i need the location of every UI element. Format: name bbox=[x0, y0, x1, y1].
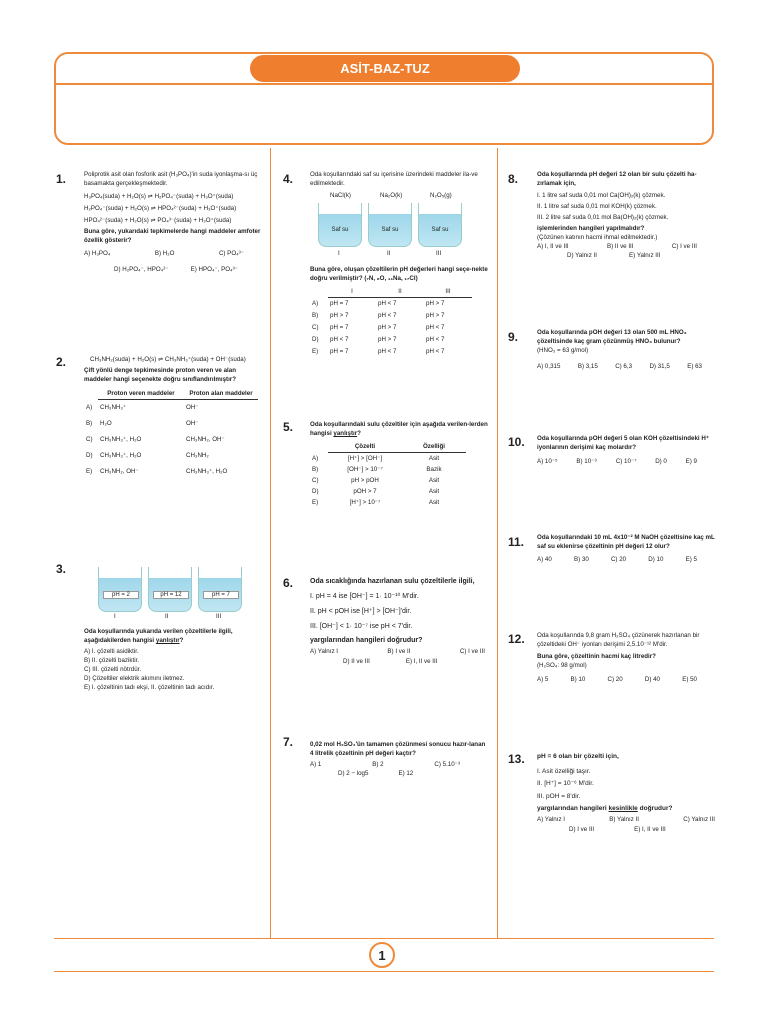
question-text: Poliprotik asit olan fosforik asit (H₃PO₄)'in suda iyonlaşma-sı üç basamakta gerçekleşmektedir. bbox=[84, 171, 258, 187]
option-a[interactable]: A) I. çözelti asidiktir. bbox=[84, 648, 139, 655]
option-c[interactable]: C) I ve III bbox=[671, 243, 697, 250]
statement: I. pH = 4 ise [OH⁻] = 1· 10⁻¹⁰ M'dir. bbox=[310, 593, 419, 600]
footer-line-top bbox=[54, 938, 714, 939]
beaker-label: pH = 12 bbox=[153, 591, 189, 599]
option-a[interactable]: A) H₃PO₄ bbox=[84, 250, 111, 257]
question-number: 13. bbox=[508, 752, 525, 766]
table-row[interactable]: B) pH > 7 pH < 7 pH > 7 bbox=[312, 312, 445, 319]
table-row[interactable]: D) pH < 7 pH > 7 pH < 7 bbox=[312, 336, 445, 343]
table-row[interactable]: B) [OH⁻] > 10⁻⁷ Bazik bbox=[312, 466, 442, 473]
question-3 bbox=[84, 627, 264, 692]
option-d[interactable]: D) Yalnız II bbox=[567, 252, 598, 259]
option-b[interactable]: B) Yalnız II bbox=[609, 815, 639, 823]
option-d[interactable]: D) 31,5 bbox=[649, 363, 670, 370]
table-row[interactable]: D) pOH > 7 Asit bbox=[312, 488, 440, 495]
question-prompt: Oda sıcaklığında hazırlanan sulu çözeltilerle ilgili, bbox=[310, 578, 475, 585]
beaker-label: pH = 7 bbox=[203, 591, 239, 599]
answer-table: Çözelti Özelliği A) [H⁺] > [OH⁻] Asit B) [OH⁻] > 10⁻⁷ Bazik C) pH > pOH Asit D) pOH > 7 Asit E) [H⁺] > 10⁻⁷ Asit bbox=[310, 441, 466, 508]
note: (HNO₃ = 63 g/mol) bbox=[537, 347, 589, 354]
question-text: Oda koşullarında 9,8 gram H₂SO₄ çözünerek hazırlanan bir çözeltideki OH⁻ iyonları derişimi 2,5.10⁻¹² M'dir. bbox=[537, 632, 700, 648]
beaker-roman: I bbox=[114, 613, 116, 620]
question-prompt: Buna göre, yukarıdaki tepkimelerde hangi maddeler amfoter özellik gösterir? bbox=[84, 228, 261, 244]
question-2 bbox=[84, 355, 264, 480]
table-row[interactable]: E) [H⁺] > 10⁻⁷ Asit bbox=[312, 499, 440, 506]
column-header: Proton veren maddeler bbox=[98, 388, 184, 400]
option-b[interactable]: B) 3,15 bbox=[577, 363, 598, 370]
table-row[interactable]: C) CH₃NH₃⁺, H₂O CH₃NH₂, OH⁻ bbox=[86, 436, 225, 443]
column-divider-2 bbox=[497, 148, 498, 938]
note: (Çözünen katının hacmi ihmal edilmektedir.) bbox=[537, 234, 658, 241]
option-a[interactable]: A) Yalnız I bbox=[310, 648, 338, 655]
table-row[interactable]: B) H₂O OH⁻ bbox=[86, 420, 199, 427]
option-b[interactable]: B) I ve II bbox=[387, 648, 411, 655]
option-d[interactable]: D) 10 bbox=[648, 556, 664, 563]
beaker-roman: II bbox=[165, 613, 169, 620]
beaker-label: pH = 2 bbox=[103, 591, 139, 599]
statement: II. 1 litre saf suda 0,01 mol KOH(k) çözmek. bbox=[537, 203, 657, 210]
option-c[interactable]: C) 5.10⁻³ bbox=[434, 761, 460, 768]
option-a[interactable]: A) Yalnız I bbox=[537, 815, 565, 823]
option-a[interactable]: A) 40 bbox=[537, 556, 552, 563]
question-4 bbox=[310, 265, 490, 358]
question-prompt: Çift yönlü denge tepkimesinde proton veren ve alan maddeler hangi seçenekte doğru sınıflandırılmıştır? bbox=[84, 367, 236, 383]
question-ask: işlemlerinden hangileri yapılmalıdır? bbox=[537, 225, 645, 232]
table-row[interactable]: A) pH = 7 pH < 7 pH > 7 bbox=[312, 300, 445, 308]
question-number: 3. bbox=[56, 562, 67, 576]
table-row[interactable]: D) CH₃NH₃⁺, H₂O CH₃NH₂ bbox=[86, 452, 209, 459]
option-b[interactable]: B) II. çözelti baziktir. bbox=[84, 657, 140, 664]
option-b[interactable]: B) II ve III bbox=[607, 243, 634, 250]
beaker-roman: III bbox=[216, 613, 222, 620]
option-e[interactable]: E) 50 bbox=[682, 676, 697, 683]
table-row[interactable]: E) pH = 7 pH < 7 pH < 7 bbox=[312, 348, 445, 355]
beaker-label: Saf su bbox=[431, 226, 449, 233]
question-6 bbox=[310, 576, 495, 666]
option-a[interactable]: A) 1 bbox=[310, 761, 322, 768]
footer-line-bottom bbox=[54, 971, 714, 972]
option-a[interactable]: A) 0,315 bbox=[537, 363, 561, 370]
question-prompt: Oda koşullarında pOH değeri 13 olan 500 mL HNO₃ çözeltisinde kaç gram çözünmüş HNO₃ bulunur? bbox=[537, 329, 687, 345]
question-ask: yargılarından hangileri kesinlikle doğrudur? bbox=[537, 805, 673, 812]
option-b[interactable]: B) H₂O bbox=[154, 250, 175, 257]
option-d[interactable]: D) H₂PO₄⁻, HPO₄²⁻ bbox=[114, 266, 169, 273]
question-7 bbox=[310, 740, 490, 778]
option-d[interactable]: D) 40 bbox=[644, 676, 660, 683]
table-row[interactable]: A) [H⁺] > [OH⁻] Asit bbox=[312, 454, 440, 462]
option-b[interactable]: B) 2 bbox=[372, 761, 384, 768]
question-10 bbox=[537, 434, 717, 466]
question-13 bbox=[537, 752, 717, 834]
beaker-illustration bbox=[148, 567, 192, 612]
option-c[interactable]: C) 20 bbox=[610, 556, 627, 563]
question-number: 2. bbox=[56, 355, 67, 369]
header-divider bbox=[54, 83, 714, 85]
table-row[interactable]: E) CH₃NH₂, OH⁻ CH₃NH₃⁺, H₂O bbox=[86, 468, 228, 475]
column-header: Proton alan maddeler bbox=[184, 388, 258, 400]
question-12 bbox=[537, 631, 717, 684]
question-number: 1. bbox=[56, 172, 67, 186]
question-number: 6. bbox=[283, 576, 294, 590]
question-prompt: pH = 6 olan bir çözelti için, bbox=[537, 753, 619, 760]
option-c[interactable]: C) PO₄³⁻ bbox=[218, 250, 244, 257]
question-8 bbox=[537, 170, 717, 260]
question-number: 7. bbox=[283, 735, 294, 749]
question-number: 10. bbox=[508, 435, 525, 449]
substance-label: N₂O₅(g) bbox=[430, 192, 452, 199]
page-number: 1 bbox=[369, 942, 395, 968]
option-c[interactable]: C) 6,3 bbox=[615, 363, 633, 370]
option-a[interactable]: A) 5 bbox=[537, 676, 549, 683]
substance-label: Na₂O(k) bbox=[380, 192, 403, 199]
question-9 bbox=[537, 328, 717, 371]
option-d[interactable]: D) 2 − log5 bbox=[338, 770, 369, 777]
table-row[interactable]: C) pH = 7 pH > 7 pH < 7 bbox=[312, 324, 445, 331]
page-title: ASİT-BAZ-TUZ bbox=[250, 55, 520, 82]
question-number: 12. bbox=[508, 632, 525, 646]
beaker-roman: I bbox=[338, 250, 340, 257]
option-e[interactable]: E) HPO₄⁻, PO₄³⁻ bbox=[190, 266, 238, 273]
statement: I. Asit özelliği taşır. bbox=[537, 767, 591, 775]
beaker-label: Saf su bbox=[331, 226, 349, 233]
option-e[interactable]: E) Yalnız III bbox=[629, 252, 661, 259]
question-ask: yargılarından hangileri doğrudur? bbox=[310, 637, 423, 644]
question-11 bbox=[537, 533, 717, 564]
option-e[interactable]: E) 9 bbox=[685, 458, 697, 465]
beaker-illustration bbox=[198, 567, 242, 612]
question-prompt: Buna göre, oluşan çözeltilerin pH değerleri hangi seçe-nekte doğru verilmiştir? (₇N, ₈O, ₁₁Na, ₁₇Cl) bbox=[310, 266, 488, 282]
equation: H₂PO₄⁻(suda) + H₂O(s) ⇌ HPO₄²⁻(suda) + H₃O⁺(suda) bbox=[84, 205, 237, 212]
answer-table bbox=[84, 388, 258, 480]
answer-table: I II III A) pH = 7 pH < 7 pH > 7 B) pH > 7 pH < 7 pH > 7 C) pH = 7 pH > 7 pH < 7 D) pH < 7 pH > 7 pH < 7 E) pH = 7 pH < 7 pH < 7 bbox=[310, 286, 472, 358]
table-row[interactable]: A) CH₃NH₃⁺ OH⁻ bbox=[86, 404, 199, 412]
question-5 bbox=[310, 420, 490, 508]
question-prompt: Oda koşullarında pH değeri 12 olan bir sulu çözelti ha-zırlamak için, bbox=[537, 171, 697, 187]
option-d[interactable]: D) Çözeltiler elektrik akımını iletmez. bbox=[84, 675, 185, 682]
question-prompt: Oda koşullarındaki sulu çözeltiler için aşağıda verilen-lerden hangisi yanlıştır? bbox=[310, 421, 488, 437]
question-prompt: Oda koşullarında pOH değeri 5 olan KOH çözeltisindeki H⁺ iyonlarının derişimi kaç molardır? bbox=[537, 435, 710, 451]
question-number: 11. bbox=[508, 535, 525, 549]
substance-label: NaCl(k) bbox=[330, 192, 351, 199]
option-c[interactable]: C) III. çözelti nötrdür. bbox=[84, 666, 142, 673]
option-c[interactable]: C) 10⁻⁷ bbox=[615, 458, 637, 465]
option-e[interactable]: E) 12 bbox=[398, 770, 414, 777]
option-c[interactable]: C) I ve III bbox=[459, 648, 485, 655]
question-4-intro: Oda koşullarındaki saf su içerisine üzerindeki maddeler ila-ve edilmektedir. bbox=[310, 171, 478, 187]
option-e[interactable]: E) I, II ve III bbox=[634, 826, 666, 833]
option-b[interactable]: B) 10⁻⁹ bbox=[576, 458, 598, 465]
statement: I. 1 litre saf suda 0,01 mol Ca(OH)₂(k) çözmek. bbox=[537, 192, 666, 199]
option-d[interactable]: D) II ve III bbox=[343, 658, 370, 665]
question-prompt: 0,02 mol H₂SO₄'ün tamamen çözünmesi sonucu hazır-lanan 4 litrelik çözeltinin pH değeri kaçtır? bbox=[310, 741, 486, 757]
question-prompt: Buna göre, çözeltinin hacmi kaç litredir? bbox=[537, 653, 656, 660]
statement: III. pOH = 8'dir. bbox=[537, 792, 581, 800]
beaker-illustration bbox=[318, 203, 362, 247]
statement: II. [H⁺] = 10⁻⁶ M'dir. bbox=[537, 780, 594, 787]
table-row[interactable]: C) pH > pOH Asit bbox=[312, 477, 440, 484]
equation: H₃PO₄(suda) + H₂O(s) ⇌ H₂PO₄⁻(suda) + H₃O⁺(suda) bbox=[84, 193, 234, 200]
column-divider-1 bbox=[270, 148, 271, 938]
beaker-label: Saf su bbox=[381, 226, 399, 233]
beaker-illustration bbox=[418, 203, 462, 247]
question-prompt: Oda koşullarında yukarıda verilen çözeltilerle ilgili, aşağıdakilerden hangisi yanlıştır? bbox=[84, 628, 233, 644]
option-d[interactable]: D) 0 bbox=[655, 458, 667, 465]
statement: III. [OH⁻] < 1· 10⁻⁷ ise pH < 7'dir. bbox=[310, 623, 413, 630]
equation: CH₃NH₂(suda) + H₂O(s) ⇌ CH₃NH₃⁺(suda) + OH⁻(suda) bbox=[90, 356, 246, 363]
option-e[interactable]: E) 63 bbox=[687, 363, 702, 370]
question-prompt: Oda koşullarındaki 10 mL 4x10⁻² M NaOH çözeltisine kaç mL saf su eklenirse çözeltinin pH değeri 12 olur? bbox=[537, 534, 715, 550]
equation: HPO₄²⁻(suda) + H₂O(s) ⇌ PO₄³⁻(suda) + H₃O⁺(suda) bbox=[84, 217, 232, 224]
option-c[interactable]: C) Yalnız III bbox=[683, 815, 715, 823]
option-e[interactable]: E) 5 bbox=[685, 556, 697, 563]
note: (H₂SO₄: 98 g/mol) bbox=[537, 662, 587, 669]
statement: III. 2 litre saf suda 0,01 mol Ba(OH)₂(k) çözmek. bbox=[537, 214, 669, 221]
question-number: 5. bbox=[283, 420, 294, 434]
beaker-illustration bbox=[98, 567, 142, 612]
option-a[interactable]: A) 10⁻⁵ bbox=[537, 458, 558, 465]
option-b[interactable]: B) 10 bbox=[570, 676, 586, 683]
statement: II. pH < pOH ise [H⁺] > [OH⁻]'dir. bbox=[310, 608, 412, 615]
option-e[interactable]: E) I. çözeltinin tadı ekşi, II. çözeltinin tadı acıdır. bbox=[84, 684, 215, 691]
beaker-roman: III bbox=[436, 250, 442, 257]
question-1 bbox=[84, 170, 264, 274]
option-a[interactable]: A) I, II ve III bbox=[537, 243, 569, 250]
option-e[interactable]: E) I, II ve III bbox=[405, 658, 438, 665]
beaker-illustration bbox=[368, 203, 412, 247]
question-number: 8. bbox=[508, 172, 519, 186]
question-number: 4. bbox=[283, 172, 294, 186]
beaker-roman: II bbox=[387, 250, 391, 257]
option-b[interactable]: B) 30 bbox=[573, 556, 589, 563]
question-number: 9. bbox=[508, 330, 519, 344]
option-c[interactable]: C) 20 bbox=[607, 676, 623, 683]
option-d[interactable]: D) I ve III bbox=[569, 826, 595, 833]
